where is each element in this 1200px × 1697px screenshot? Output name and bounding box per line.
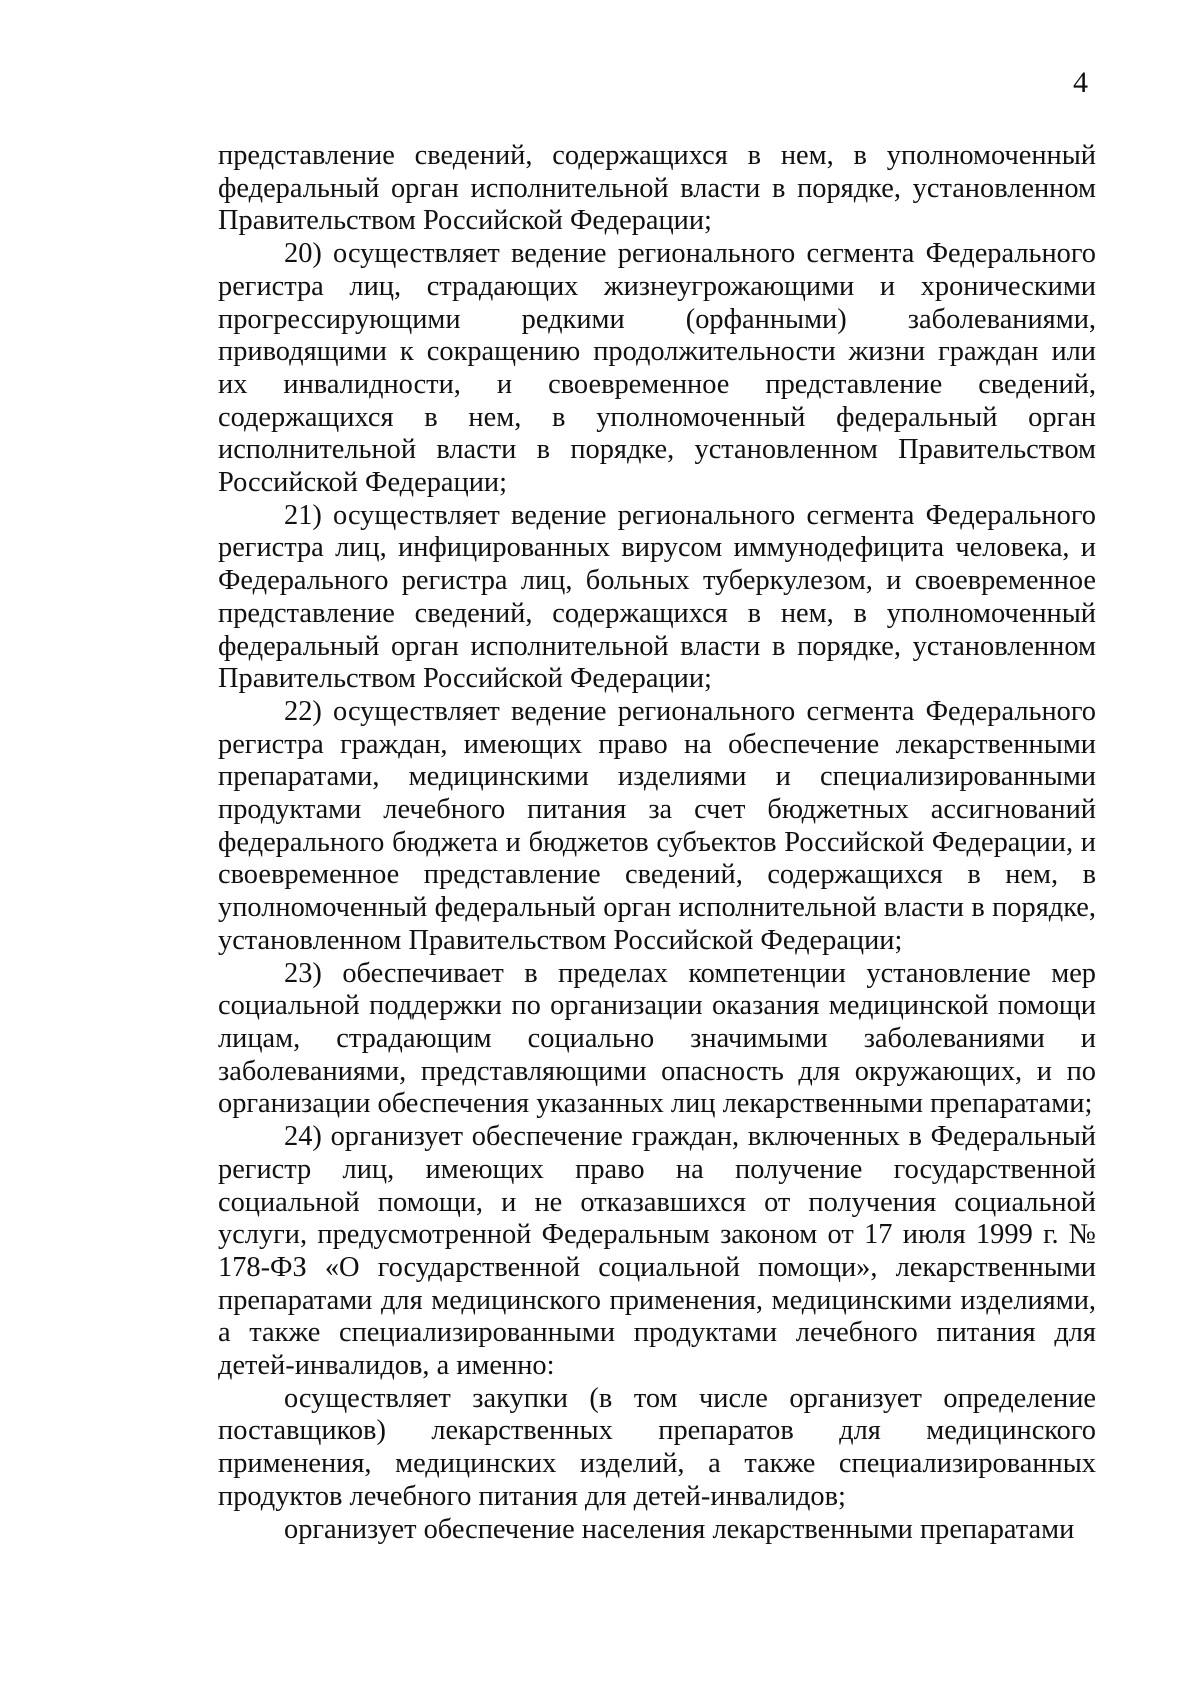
paragraph-item-23: 23) обеспечивает в пределах компетенции установление мер социальной поддержки по организации оказания медицинской помощи лицам, страдающим социально значимыми заболеваниями и заболеваниями, представляющими опасность для окружающих, и по организации обеспечения указанных лиц лекарственными препаратами; [218, 957, 1096, 1120]
paragraph-item-24: 24) организует обеспечение граждан, включенных в Федеральный регистр лиц, имеющих право на получение государственной социальной помощи, и не отказавшихся от получения социальной услуги, предусмотренной Федеральным законом от 17 июля 1999 г. № 178-ФЗ «О государственной социальной помощи», лекарственными препаратами для медицинского применения, медицинскими изделиями, а также специализированными продуктами лечебного питания для детей-инвалидов, а именно: [218, 1121, 1096, 1382]
page-number: 4 [1073, 66, 1088, 99]
paragraph-item-20: 20) осуществляет ведение регионального сегмента Федерального регистра лиц, страдающих жизнеугрожающими и хроническими прогрессирующими редкими (орфанными) заболеваниями, приводящими к сокращению продолжительности жизни граждан или их инвалидности, и своевременное представление сведений, содержащихся в нем, в уполномоченный федеральный орган исполнительной власти в порядке, установленном Правительством Российской Федерации; [218, 238, 1096, 499]
paragraph-continuation: представление сведений, содержащихся в нем, в уполномоченный федеральный орган исполнительной власти в порядке, установленном Правительством Российской Федерации; [218, 140, 1096, 237]
paragraph-item-22: 22) осуществляет ведение регионального сегмента Федерального регистра граждан, имеющих право на обеспечение лекарственными препаратами, медицинскими изделиями и специализированными продуктами лечебного питания за счет бюджетных ассигнований федерального бюджета и бюджетов субъектов Российской Федерации, и своевременное представление сведений, содержащихся в нем, в уполномоченный федеральный орган исполнительной власти в порядке, установленном Правительством Российской Федерации; [218, 695, 1096, 956]
paragraph-item-21: 21) осуществляет ведение регионального сегмента Федерального регистра лиц, инфицированных вирусом иммунодефицита человека, и Федерального регистра лиц, больных туберкулезом, и своевременное представление сведений, содержащихся в нем, в уполномоченный федеральный орган исполнительной власти в порядке, установленном Правительством Российской Федерации; [218, 499, 1096, 695]
document-body [218, 140, 1096, 1546]
paragraph-provision: организует обеспечение населения лекарственными препаратами [284, 1513, 1075, 1545]
paragraph-procurement: осуществляет закупки (в том числе организует определение поставщиков) лекарственных препаратов для медицинского применения, медицинских изделий, а также специализированных продуктов лечебного питания для детей-инвалидов; [218, 1382, 1096, 1512]
